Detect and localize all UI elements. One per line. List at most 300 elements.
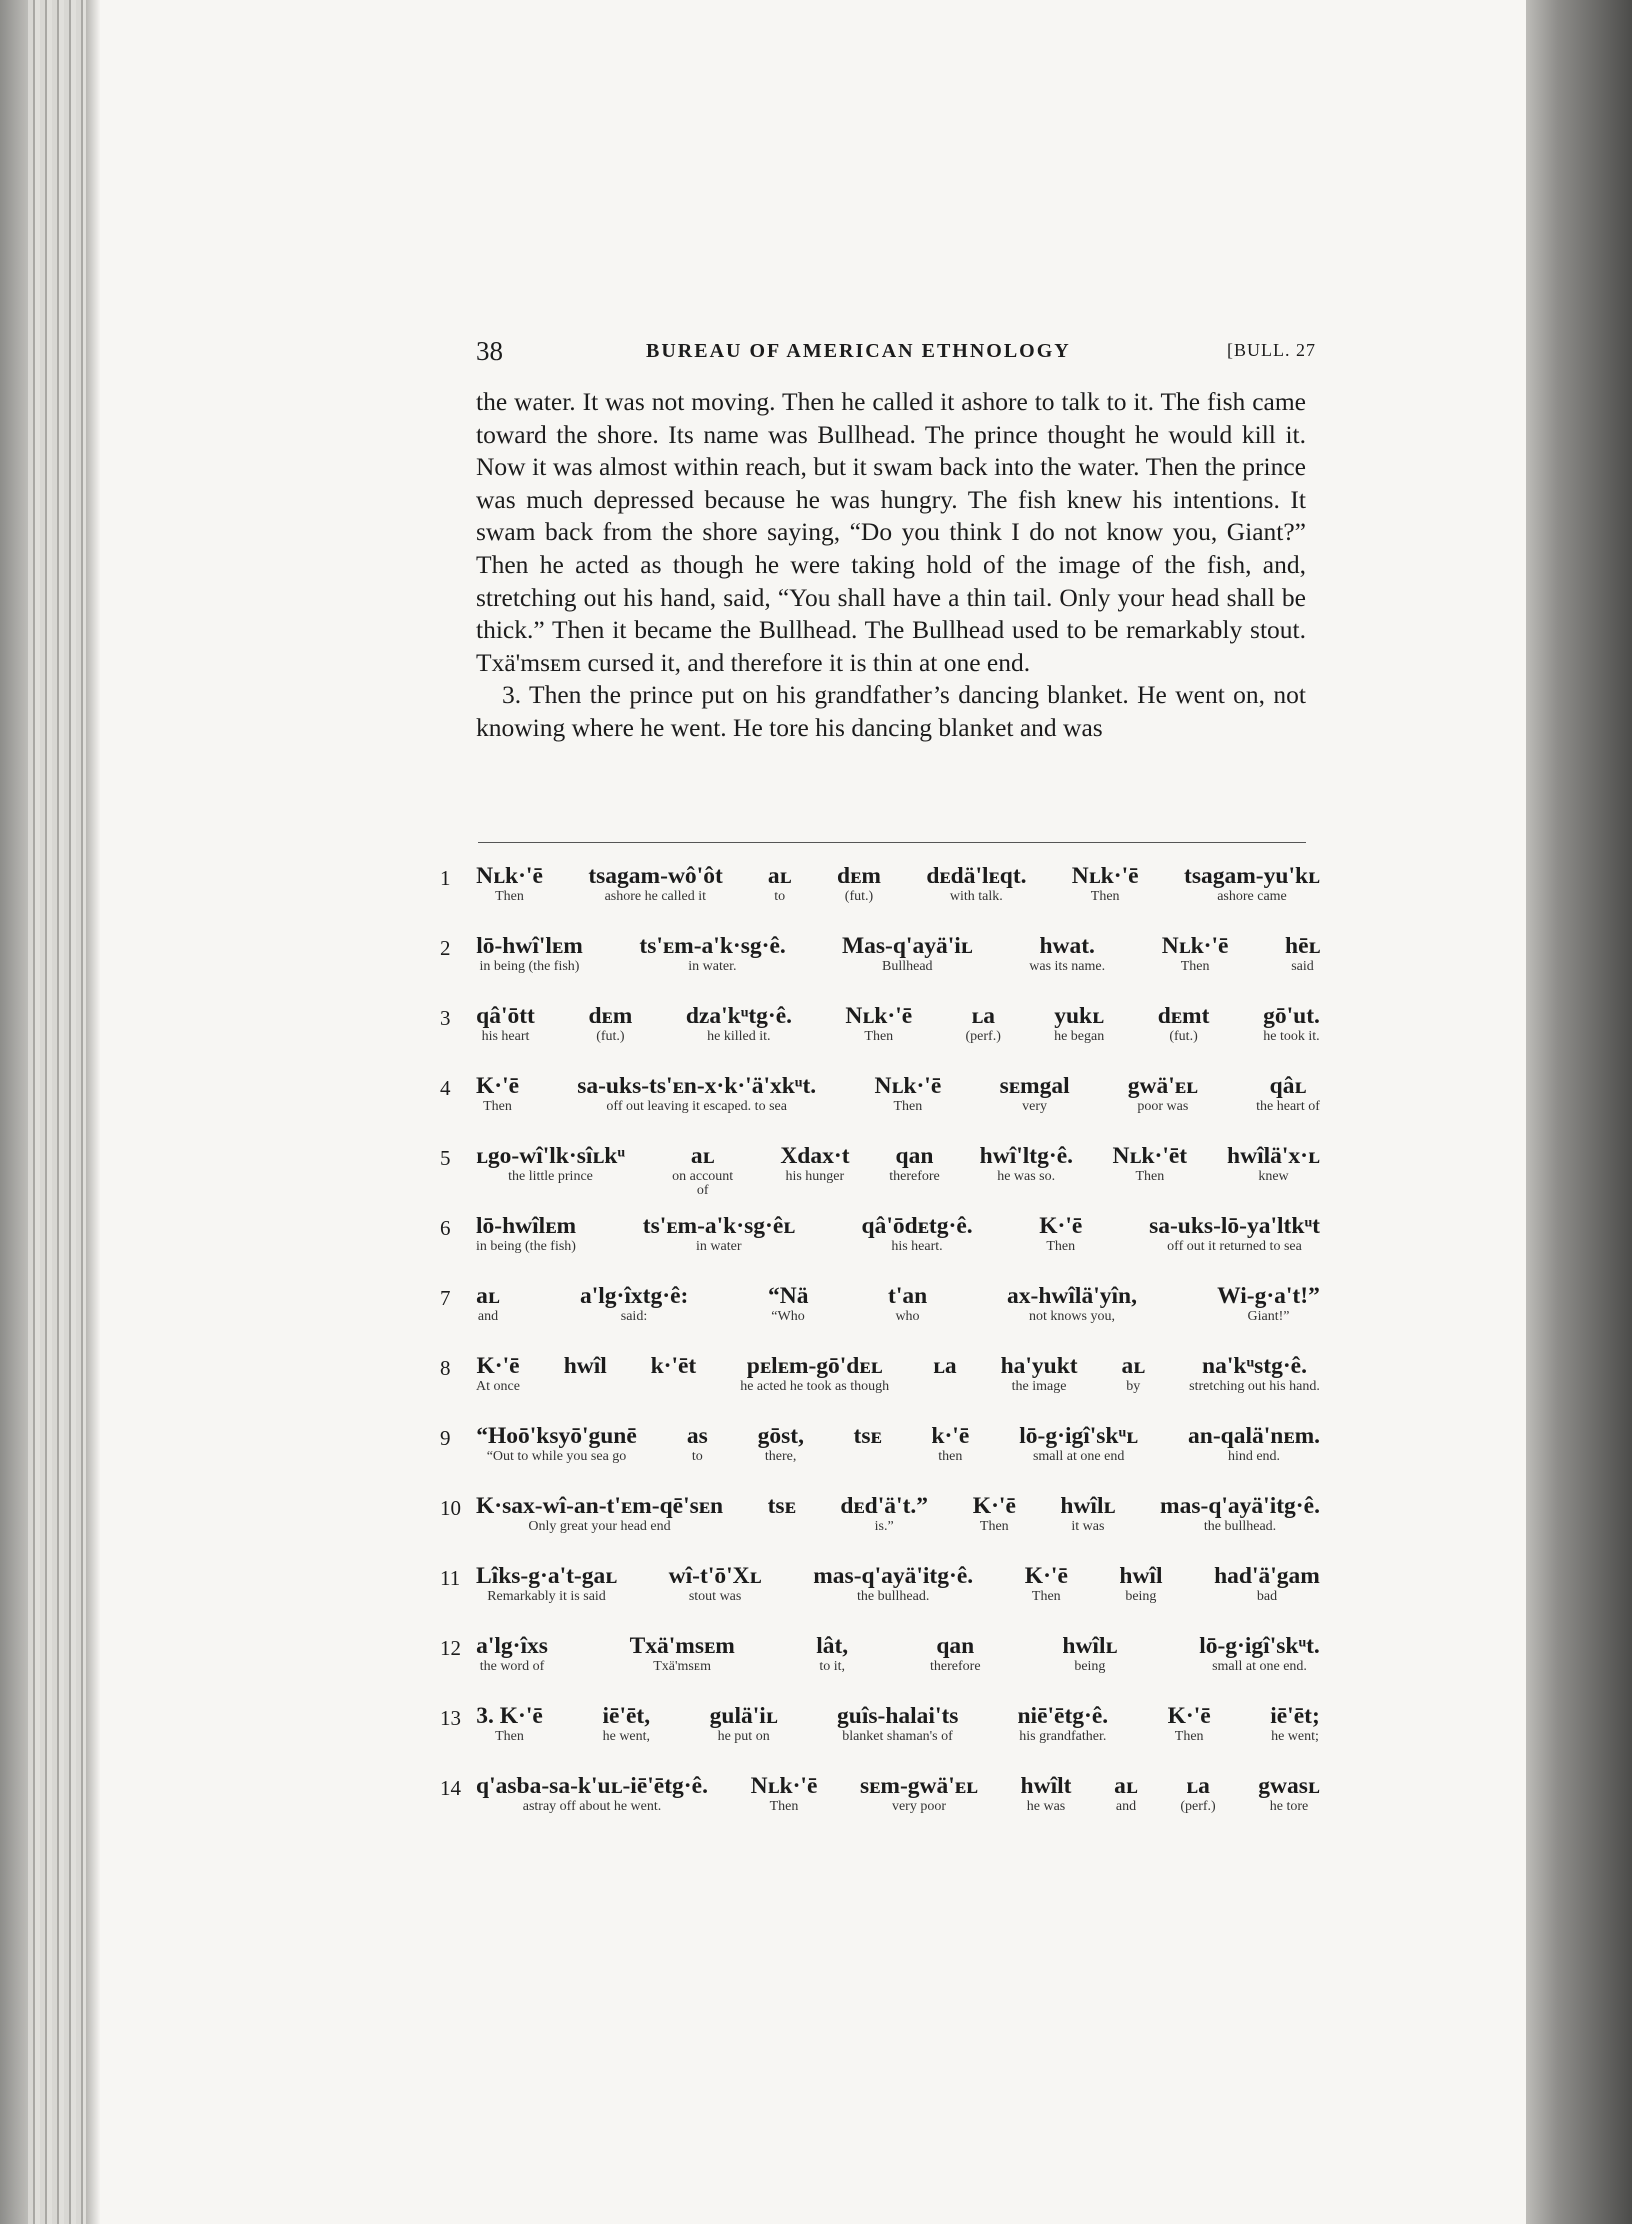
gloss-token [1128, 1072, 1198, 1114]
native-word: hwîlä'x·ʟ [1227, 1143, 1320, 1169]
english-gloss: therefore [889, 1169, 940, 1184]
line-number: 2 [440, 936, 451, 960]
english-gloss: who [895, 1309, 920, 1324]
english-gloss: to [691, 1449, 703, 1464]
gloss-token [780, 1142, 849, 1184]
gloss-token [580, 1282, 688, 1324]
interlinear-line [440, 1492, 1320, 1562]
interlinear-line [440, 1212, 1320, 1282]
native-word: k·'ē [931, 1423, 970, 1449]
interlinear-line [440, 1072, 1320, 1142]
native-word: Txä'msᴇm [629, 1633, 735, 1659]
gloss-token [926, 862, 1026, 904]
gloss-token [1270, 1702, 1320, 1744]
native-word: qâʟ [1269, 1073, 1307, 1099]
gloss-token [758, 1422, 804, 1464]
english-gloss: to [774, 889, 786, 904]
native-word: t'an [888, 1283, 928, 1309]
gloss-token [768, 1282, 808, 1324]
native-word: Nʟk·'ē [1161, 933, 1229, 959]
line-number: 13 [440, 1706, 461, 1730]
gloss-token [840, 1492, 928, 1534]
gloss-token [862, 1212, 973, 1254]
running-header [476, 336, 1316, 376]
native-word: lō-hwîlᴇm [476, 1213, 577, 1239]
interlinear-line [440, 1142, 1320, 1212]
gloss-token [1072, 862, 1139, 904]
line-number: 9 [440, 1426, 451, 1450]
english-gloss: very poor [891, 1799, 947, 1814]
native-word: hwîl [1119, 1563, 1163, 1589]
native-word: “Nä [768, 1283, 809, 1309]
native-word: K·'ē [972, 1493, 1016, 1519]
native-word: ax-hwîlä'yîn, [1007, 1283, 1137, 1309]
native-word: gwä'ᴇʟ [1127, 1073, 1198, 1099]
gloss-token [476, 1492, 723, 1534]
gloss-token [860, 1772, 978, 1814]
interlinear-line [440, 862, 1320, 932]
native-word: lō-g·igî'skᵘʟ [1019, 1423, 1139, 1449]
native-word: tsᴇ [853, 1423, 882, 1449]
english-gloss: Then [495, 1729, 524, 1744]
interlinear-line [440, 1282, 1320, 1352]
english-gloss: very [1022, 1099, 1048, 1114]
english-gloss: Then [1135, 1169, 1165, 1184]
native-word: mas-q'ayä'itg·ê. [1160, 1493, 1320, 1519]
english-gloss: Then [1031, 1589, 1061, 1604]
english-gloss: Then [483, 1099, 512, 1114]
english-gloss: said [1291, 959, 1314, 974]
interlinear-text [440, 862, 1320, 1842]
native-word: hwî'ltg·ê. [979, 1143, 1074, 1169]
page-stack-edges [28, 0, 86, 2224]
native-word: hwîlʟ [1062, 1633, 1118, 1659]
gloss-token [930, 1632, 981, 1674]
english-gloss: Then [893, 1099, 923, 1114]
gloss-token [650, 1352, 696, 1380]
english-gloss: he acted he took as though [740, 1379, 890, 1394]
native-word: K·'ē [476, 1353, 520, 1379]
native-word: ts'ᴇm-a'k·sg·êʟ [642, 1213, 796, 1239]
english-gloss: there, [764, 1449, 797, 1464]
gloss-token [980, 1142, 1073, 1184]
english-gloss: knew [1258, 1169, 1289, 1184]
right-page-edge [1526, 0, 1632, 2224]
line-number: 10 [440, 1496, 461, 1520]
gloss-token [564, 1352, 607, 1380]
gloss-token [842, 932, 973, 974]
native-word: ha'yukt [1000, 1353, 1078, 1379]
native-word: dᴇmt [1157, 1003, 1210, 1029]
english-gloss: in being (the fish) [476, 1239, 576, 1254]
interlinear-line [440, 932, 1320, 1002]
native-word: qâ'ōdᴇtg·ê. [861, 1213, 973, 1239]
english-gloss: Txä'msᴇm [653, 1659, 711, 1674]
english-gloss: “Who [771, 1309, 805, 1324]
english-gloss: is.” [874, 1519, 894, 1534]
native-word: aʟ [1121, 1353, 1146, 1379]
english-gloss: bad [1256, 1589, 1278, 1604]
native-word: hwîl [563, 1353, 607, 1379]
english-gloss: hind end. [1227, 1449, 1281, 1464]
interlinear-line [440, 1562, 1320, 1632]
line-number: 6 [440, 1216, 451, 1240]
native-word: an-qalä'nᴇm. [1188, 1423, 1321, 1449]
english-gloss: the bullhead. [1203, 1519, 1277, 1534]
english-gloss: it was [1071, 1519, 1105, 1534]
gloss-token [476, 932, 583, 974]
gloss-token [813, 1562, 973, 1604]
gloss-token [669, 1562, 762, 1604]
gloss-token [1114, 1772, 1138, 1814]
line-number: 5 [440, 1146, 451, 1170]
gloss-token [1214, 1562, 1320, 1604]
english-gloss: ashore came [1217, 889, 1287, 904]
line-number: 3 [440, 1006, 451, 1030]
native-word: 3. K·'ē [476, 1703, 543, 1729]
gloss-token [1112, 1142, 1187, 1184]
gloss-token [1217, 1282, 1320, 1324]
english-gloss: to it, [819, 1659, 846, 1674]
native-word: sᴇmgal [999, 1073, 1070, 1099]
english-gloss: and [1115, 1799, 1137, 1814]
english-gloss: Then [864, 1029, 894, 1044]
gloss-token [1189, 1352, 1320, 1394]
native-word: K·sax-wî-an-t'ᴇm-qē'sᴇn [476, 1493, 724, 1519]
gloss-token [973, 1492, 1016, 1534]
native-word: aʟ [767, 863, 792, 889]
english-gloss: (fut.) [596, 1029, 625, 1044]
english-gloss: Then [495, 889, 524, 904]
native-word: hwîlt [1020, 1773, 1072, 1799]
english-gloss: the bullhead. [857, 1589, 930, 1604]
gloss-token [639, 932, 785, 974]
native-word: dᴇm [588, 1003, 633, 1029]
native-word: sa-uks-lō-ya'ltkᵘt [1149, 1213, 1320, 1239]
english-gloss: Then [1090, 889, 1120, 904]
gloss-token [588, 1002, 632, 1044]
gloss-token [476, 1422, 637, 1464]
english-gloss: poor was [1137, 1099, 1189, 1114]
gloss-token [476, 1142, 625, 1184]
gloss-token [1000, 1072, 1070, 1114]
native-word: na'kᵘstg·ê. [1202, 1353, 1307, 1379]
native-word: sa-uks-ts'ᴇn-x·k·'ä'xkᵘt. [577, 1073, 817, 1099]
english-gloss: off out it returned to sea [1167, 1239, 1302, 1254]
english-gloss: by [1126, 1379, 1141, 1394]
gloss-token [1060, 1492, 1115, 1534]
native-word: qâ'ōtt [476, 1003, 535, 1029]
english-gloss: his grandfather. [1019, 1729, 1107, 1744]
native-word: dᴇd'ä't.” [840, 1493, 929, 1519]
gloss-token [768, 862, 792, 904]
gloss-token [476, 1282, 500, 1324]
native-word: Nʟk·'ē [874, 1073, 942, 1099]
native-word: hwîlʟ [1060, 1493, 1116, 1519]
paragraph: 3. Then the prince put on his grandfather’s dancing blanket. He went on, not knowing where he went. He tore his dancing blanket and was [476, 680, 1306, 742]
gloss-token [1263, 1002, 1320, 1044]
english-gloss: Remarkably it is said [487, 1589, 606, 1604]
english-gloss: not knows you, [1029, 1309, 1115, 1324]
native-word: hwat. [1039, 933, 1095, 959]
gloss-token [1149, 1212, 1320, 1254]
english-gloss: on account of [672, 1169, 734, 1198]
english-gloss: Then [1174, 1729, 1204, 1744]
native-word: ʟa [933, 1353, 957, 1379]
english-gloss: At once [476, 1379, 520, 1394]
native-word: Nʟk·'ēt [1112, 1143, 1188, 1169]
english-gloss: Giant!” [1247, 1309, 1290, 1324]
native-word: dᴇm [837, 863, 881, 889]
english-gloss: Then [979, 1519, 1009, 1534]
english-gloss: Then [1180, 959, 1210, 974]
gloss-token [1039, 1212, 1082, 1254]
gloss-token [888, 1282, 927, 1324]
english-gloss: he tore [1269, 1799, 1309, 1814]
gloss-token [665, 1142, 741, 1198]
native-word: had'ä'gam [1214, 1563, 1320, 1589]
native-word: aʟ [1114, 1773, 1138, 1799]
paragraph: the water. It was not moving. Then he called it ashore to talk to it. The fish came toward the shore. Its name was Bullhead. The prince thought he would kill it. Now it was almost within reach, but it swam back into the water. Then the prince was much depressed because he was hungry. The fish knew his intentions. It swam back from the shore saying, “Do you think I do not know you, Giant?” Then he acted as though he were taking hold of the image of the fish, and, stretching out his hand, said, “You shall have a thin tail. Only your head shall be thick.” Then it became the Bullhead. The Bullhead used to be remarkably stout. Txä'msᴇm cursed it, and therefore it is thin at one end. [476, 387, 1306, 677]
native-word: dza'kᵘtg·ê. [685, 1003, 793, 1029]
english-gloss: he began [1054, 1029, 1105, 1044]
gloss-token [1025, 1562, 1068, 1604]
gloss-token [686, 1002, 792, 1044]
english-gloss: (fut.) [844, 889, 874, 904]
native-word: pᴇlᴇm-gō'dᴇʟ [746, 1353, 883, 1379]
gloss-token [1181, 1772, 1216, 1814]
gloss-token [889, 1142, 940, 1184]
gloss-token [1168, 1702, 1211, 1744]
english-gloss: Only great your head end [528, 1519, 671, 1534]
native-word: as [686, 1423, 708, 1449]
gutter-shadow [86, 0, 100, 2224]
native-word: dᴇdä'lᴇqt. [926, 863, 1027, 889]
english-gloss: being [1074, 1659, 1106, 1674]
gloss-token [1227, 1142, 1320, 1184]
english-gloss: in water [696, 1239, 742, 1254]
native-word: tsᴇ [767, 1493, 796, 1519]
english-gloss: stretching out his hand. [1189, 1379, 1320, 1394]
interlinear-line [440, 1632, 1320, 1702]
english-gloss: he was [1026, 1799, 1066, 1814]
native-word: qan [936, 1633, 975, 1659]
gloss-token [476, 1072, 519, 1114]
english-gloss: with talk. [949, 889, 1003, 904]
english-gloss: small at one end [1032, 1449, 1125, 1464]
bulletin-number: [BULL. 27 [1227, 340, 1316, 360]
interlinear-line [440, 1772, 1320, 1842]
native-word: gwasʟ [1258, 1773, 1320, 1799]
gloss-token [1158, 1002, 1210, 1044]
native-word: gōst, [757, 1423, 805, 1449]
translation-text [476, 386, 1306, 745]
english-gloss: Bullhead [882, 959, 933, 974]
gloss-token [588, 862, 722, 904]
native-word: wî-t'ō'Xʟ [668, 1563, 762, 1589]
line-number: 7 [440, 1286, 451, 1310]
english-gloss: ashore he called it [604, 889, 707, 904]
gloss-token [476, 1212, 576, 1254]
native-word: k·'ēt [650, 1353, 697, 1379]
english-gloss: in water. [688, 959, 737, 974]
native-word: q'asba-sa-k'uʟ-iē'ētg·ê. [476, 1773, 708, 1799]
english-gloss: he killed it. [707, 1029, 771, 1044]
gloss-token [1062, 1632, 1117, 1674]
native-word: lō-g·igî'skᵘt. [1199, 1633, 1320, 1659]
gloss-token [874, 1072, 941, 1114]
native-word: iē'ēt, [602, 1703, 651, 1729]
english-gloss: the word of [479, 1659, 545, 1674]
english-gloss: the image [1011, 1379, 1067, 1394]
gloss-token [1019, 1422, 1138, 1464]
english-gloss: Then [769, 1799, 799, 1814]
gloss-token [845, 1002, 912, 1044]
english-gloss: he went; [1271, 1729, 1319, 1744]
english-gloss: small at one end. [1212, 1659, 1307, 1674]
gloss-token [1184, 862, 1320, 904]
english-gloss: (perf.) [1180, 1799, 1216, 1814]
english-gloss: his hunger [785, 1169, 845, 1184]
line-number: 14 [440, 1776, 461, 1800]
native-word: K·'ē [476, 1073, 520, 1099]
interlinear-line [440, 1002, 1320, 1072]
english-gloss: in being (the fish) [479, 959, 580, 974]
gloss-token [1188, 1422, 1320, 1464]
native-word: a'lg·îxs [476, 1633, 548, 1659]
line-number: 12 [440, 1636, 461, 1660]
native-word: niē'ētg·ê. [1017, 1703, 1109, 1729]
interlinear-line [440, 1352, 1320, 1422]
gloss-token [710, 1702, 778, 1744]
gloss-token [768, 1492, 796, 1520]
native-word: Nʟk·'ē [1071, 863, 1139, 889]
gloss-token [1121, 1352, 1145, 1394]
english-gloss: his heart. [891, 1239, 943, 1254]
gloss-token [1029, 932, 1105, 974]
native-word: yukʟ [1054, 1003, 1105, 1029]
gloss-token [476, 1352, 520, 1394]
gloss-token [476, 1772, 708, 1814]
native-word: K·'ē [1167, 1703, 1211, 1729]
native-word: gulä'iʟ [709, 1703, 778, 1729]
english-gloss: his heart [481, 1029, 530, 1044]
english-gloss: stout was [688, 1589, 742, 1604]
english-gloss: the heart of [1256, 1099, 1320, 1114]
gloss-token [837, 1702, 958, 1744]
gloss-token [1199, 1632, 1320, 1674]
native-word: Wi-g·a't!” [1217, 1283, 1320, 1309]
native-word: Nʟk·'ē [750, 1773, 818, 1799]
gloss-token [837, 862, 881, 904]
page-number: 38 [476, 336, 503, 366]
book-binding-shadow [0, 0, 28, 2224]
english-gloss: (perf.) [965, 1029, 1001, 1044]
english-gloss: being [1125, 1589, 1157, 1604]
gloss-token [1160, 1492, 1320, 1534]
native-word: Nʟk·'ē [845, 1003, 913, 1029]
english-gloss: off out leaving it escaped. to sea [606, 1099, 787, 1114]
english-gloss: he was so. [997, 1169, 1056, 1184]
section-rule [478, 842, 1306, 843]
gloss-token [740, 1352, 889, 1394]
gloss-token [687, 1422, 708, 1464]
english-gloss: “Out to while you sea go [486, 1449, 627, 1464]
native-word: K·'ē [1024, 1563, 1068, 1589]
gloss-token [1017, 1702, 1108, 1744]
gloss-token [1119, 1562, 1162, 1604]
english-gloss: and [477, 1309, 499, 1324]
native-word: tsagam-yu'kʟ [1184, 863, 1320, 889]
gloss-token [476, 1562, 617, 1604]
gloss-token [1258, 1772, 1320, 1814]
gloss-token [476, 1632, 548, 1674]
english-gloss: was its name. [1029, 959, 1106, 974]
gloss-token [1007, 1282, 1137, 1324]
gloss-token [476, 1702, 543, 1744]
line-number: 11 [440, 1566, 461, 1590]
native-word: lât, [816, 1633, 849, 1659]
native-word: ʟgo-wî'lk·sîʟkᵘ [476, 1143, 625, 1169]
native-word: “Hoō'ksyō'gunē [476, 1423, 637, 1449]
english-gloss: the little prince [508, 1169, 593, 1184]
gloss-token [933, 1352, 957, 1380]
gloss-token [476, 1002, 535, 1044]
native-word: ts'ᴇm-a'k·sg·ê. [639, 933, 786, 959]
english-gloss: he put on [717, 1729, 770, 1744]
native-word: gō'ut. [1263, 1003, 1320, 1029]
native-word: sᴇm-gwä'ᴇʟ [860, 1773, 978, 1799]
native-word: qan [895, 1143, 934, 1169]
native-word: mas-q'ayä'itg·ê. [813, 1563, 974, 1589]
native-word: ʟa [971, 1003, 996, 1029]
native-word: Lîks-g·a't-gaʟ [476, 1563, 618, 1589]
interlinear-line [440, 1702, 1320, 1772]
native-word: ʟa [1186, 1773, 1210, 1799]
line-number: 4 [440, 1076, 451, 1100]
native-word: hēʟ [1285, 933, 1321, 959]
english-gloss: blanket shaman's of [842, 1729, 953, 1744]
gloss-token [1285, 932, 1320, 974]
gloss-token [1001, 1352, 1078, 1394]
english-gloss: said: [620, 1309, 648, 1324]
gloss-token [1054, 1002, 1104, 1044]
native-word: tsagam-wô'ôt [588, 863, 723, 889]
native-word: Nʟk·'ē [476, 863, 543, 889]
gloss-token [816, 1632, 848, 1674]
gloss-token [931, 1422, 969, 1464]
gloss-token [1162, 932, 1229, 974]
english-gloss: (fut.) [1169, 1029, 1198, 1044]
running-title: BUREAU OF AMERICAN ETHNOLOGY [646, 340, 1071, 362]
english-gloss: astray off about he went. [522, 1799, 662, 1814]
gloss-token [643, 1212, 795, 1254]
gloss-token [854, 1422, 882, 1450]
native-word: Mas-q'ayä'iʟ [841, 933, 973, 959]
gloss-token [602, 1702, 650, 1744]
interlinear-line [440, 1422, 1320, 1492]
native-word: a'lg·îxtg·ê: [580, 1283, 689, 1309]
english-gloss: he took it. [1263, 1029, 1320, 1044]
english-gloss: Then [1046, 1239, 1076, 1254]
native-word: aʟ [690, 1143, 715, 1169]
gloss-token [1021, 1772, 1072, 1814]
gloss-token [1256, 1072, 1320, 1114]
english-gloss: therefore [930, 1659, 981, 1674]
native-word: guîs-halai'ts [837, 1703, 959, 1729]
gloss-token [966, 1002, 1001, 1044]
native-word: K·'ē [1039, 1213, 1083, 1239]
